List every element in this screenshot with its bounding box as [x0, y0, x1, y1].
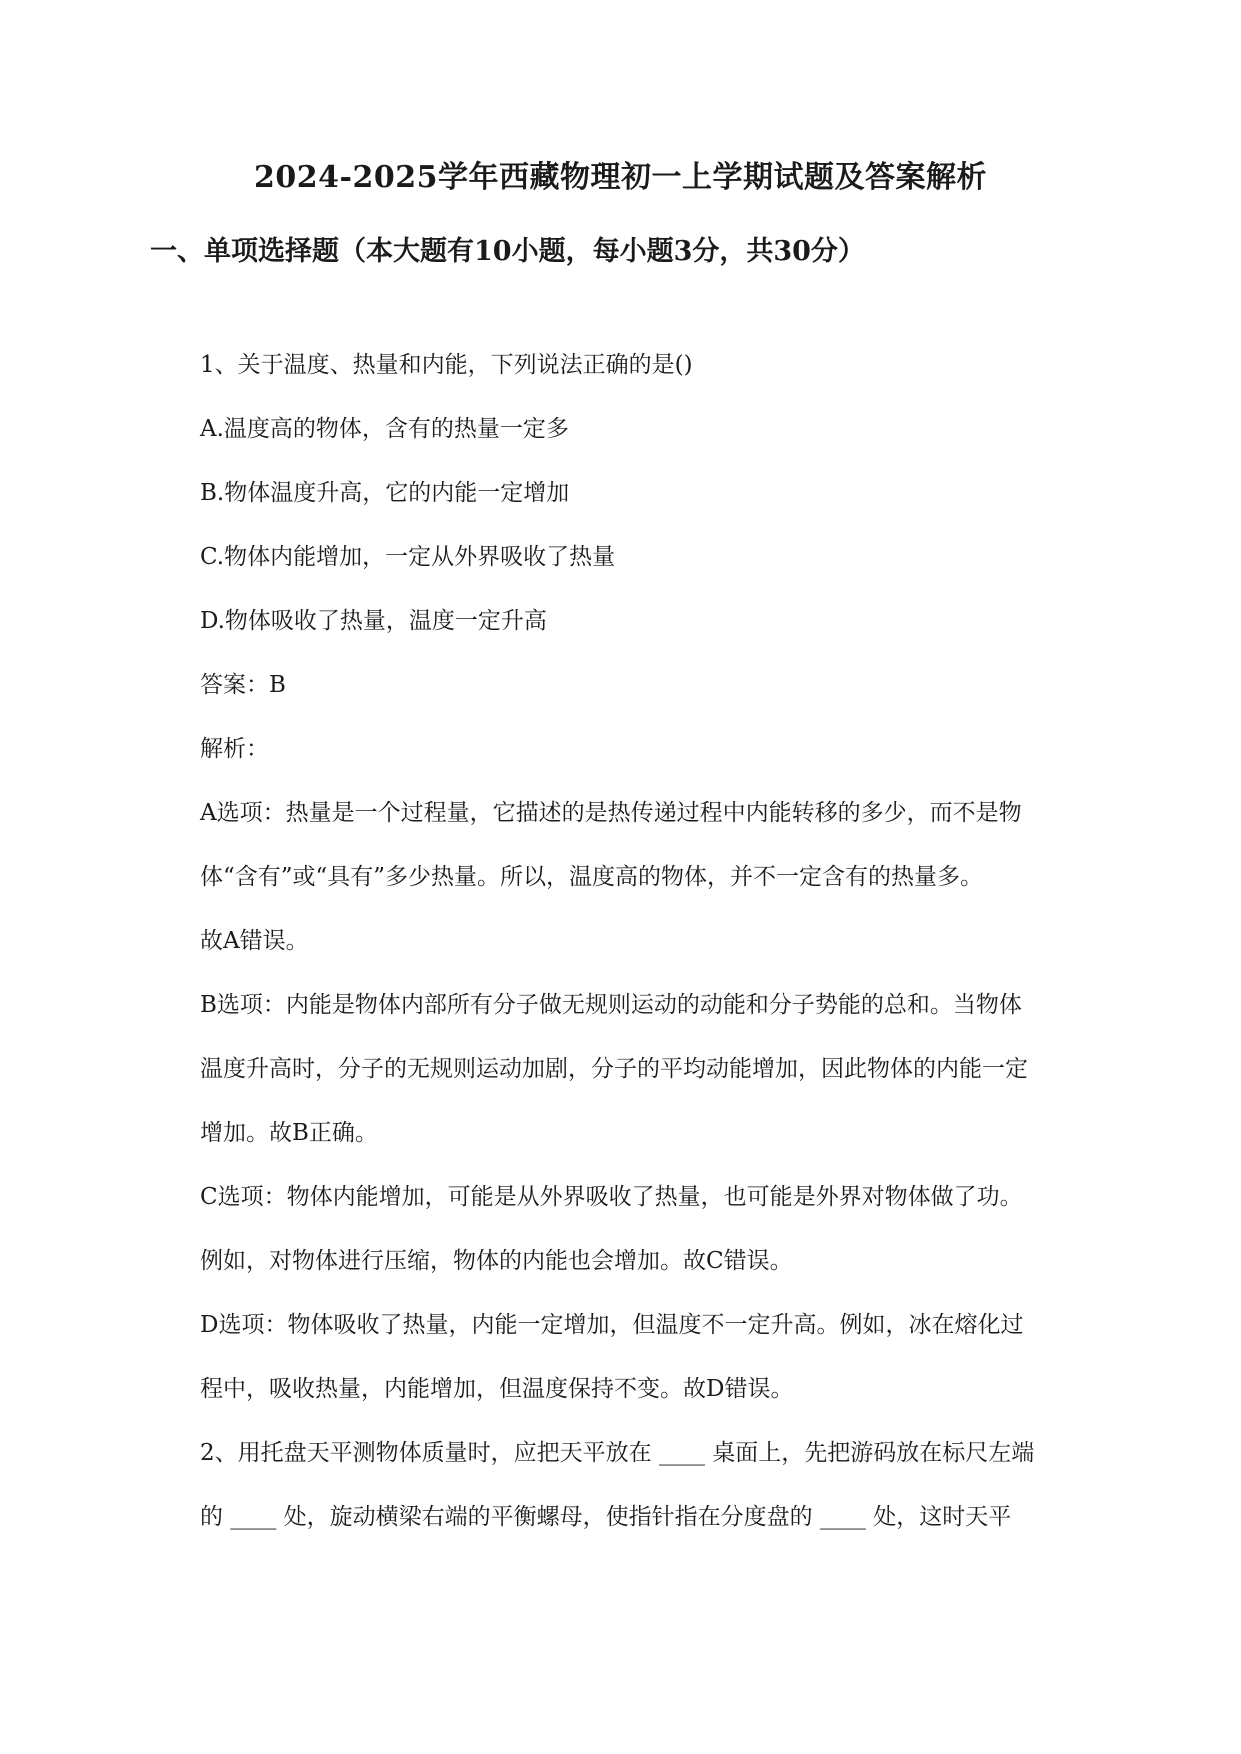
question-1-option-a: A.温度高的物体，含有的热量一定多: [200, 416, 569, 442]
analysis-line: 故A错误。: [200, 928, 309, 954]
question-1-analysis-label: 解析：: [200, 736, 269, 762]
analysis-line: 温度升高时，分子的无规则运动加剧，分子的平均动能增加，因此物体的内能一定: [200, 1056, 1028, 1082]
analysis-line: B选项：内能是物体内部所有分子做无规则运动的动能和分子势能的总和。当物体: [200, 992, 1022, 1018]
question-1-option-c: C.物体内能增加，一定从外界吸收了热量: [200, 544, 616, 570]
question-1-answer: 答案：B: [200, 672, 286, 698]
section-heading: 一、单项选择题（本大题有10小题，每小题3分，共30分）: [150, 236, 865, 267]
question-1-option-d: D.物体吸收了热量，温度一定升高: [200, 608, 547, 634]
analysis-line: D选项：物体吸收了热量，内能一定增加，但温度不一定升高。例如，冰在熔化过: [200, 1312, 1024, 1338]
analysis-line: 例如，对物体进行压缩，物体的内能也会增加。故C错误。: [200, 1248, 793, 1274]
analysis-line: A选项：热量是一个过程量，它描述的是热传递过程中内能转移的多少，而不是物: [200, 800, 1022, 826]
analysis-line: 程中，吸收热量，内能增加，但温度保持不变。故D错误。: [200, 1376, 794, 1402]
question-2-line: 2、用托盘天平测物体质量时，应把天平放在 ____ 桌面上，先把游码放在标尺左端: [200, 1440, 1035, 1466]
question-2-line: 的 ____ 处，旋动横梁右端的平衡螺母，使指针指在分度盘的 ____ 处，这时天平: [200, 1504, 1012, 1530]
analysis-line: 增加。故B正确。: [200, 1120, 378, 1146]
analysis-line: C选项：物体内能增加，可能是从外界吸收了热量，也可能是外界对物体做了功。: [200, 1184, 1023, 1210]
document-title: 2024-2025学年西藏物理初一上学期试题及答案解析: [254, 160, 987, 195]
question-1-option-b: B.物体温度升高，它的内能一定增加: [200, 480, 570, 506]
question-1-stem: 1、关于温度、热量和内能，下列说法正确的是(): [200, 352, 693, 378]
analysis-line: 体“含有”或“具有”多少热量。所以，温度高的物体，并不一定含有的热量多。: [200, 864, 984, 890]
